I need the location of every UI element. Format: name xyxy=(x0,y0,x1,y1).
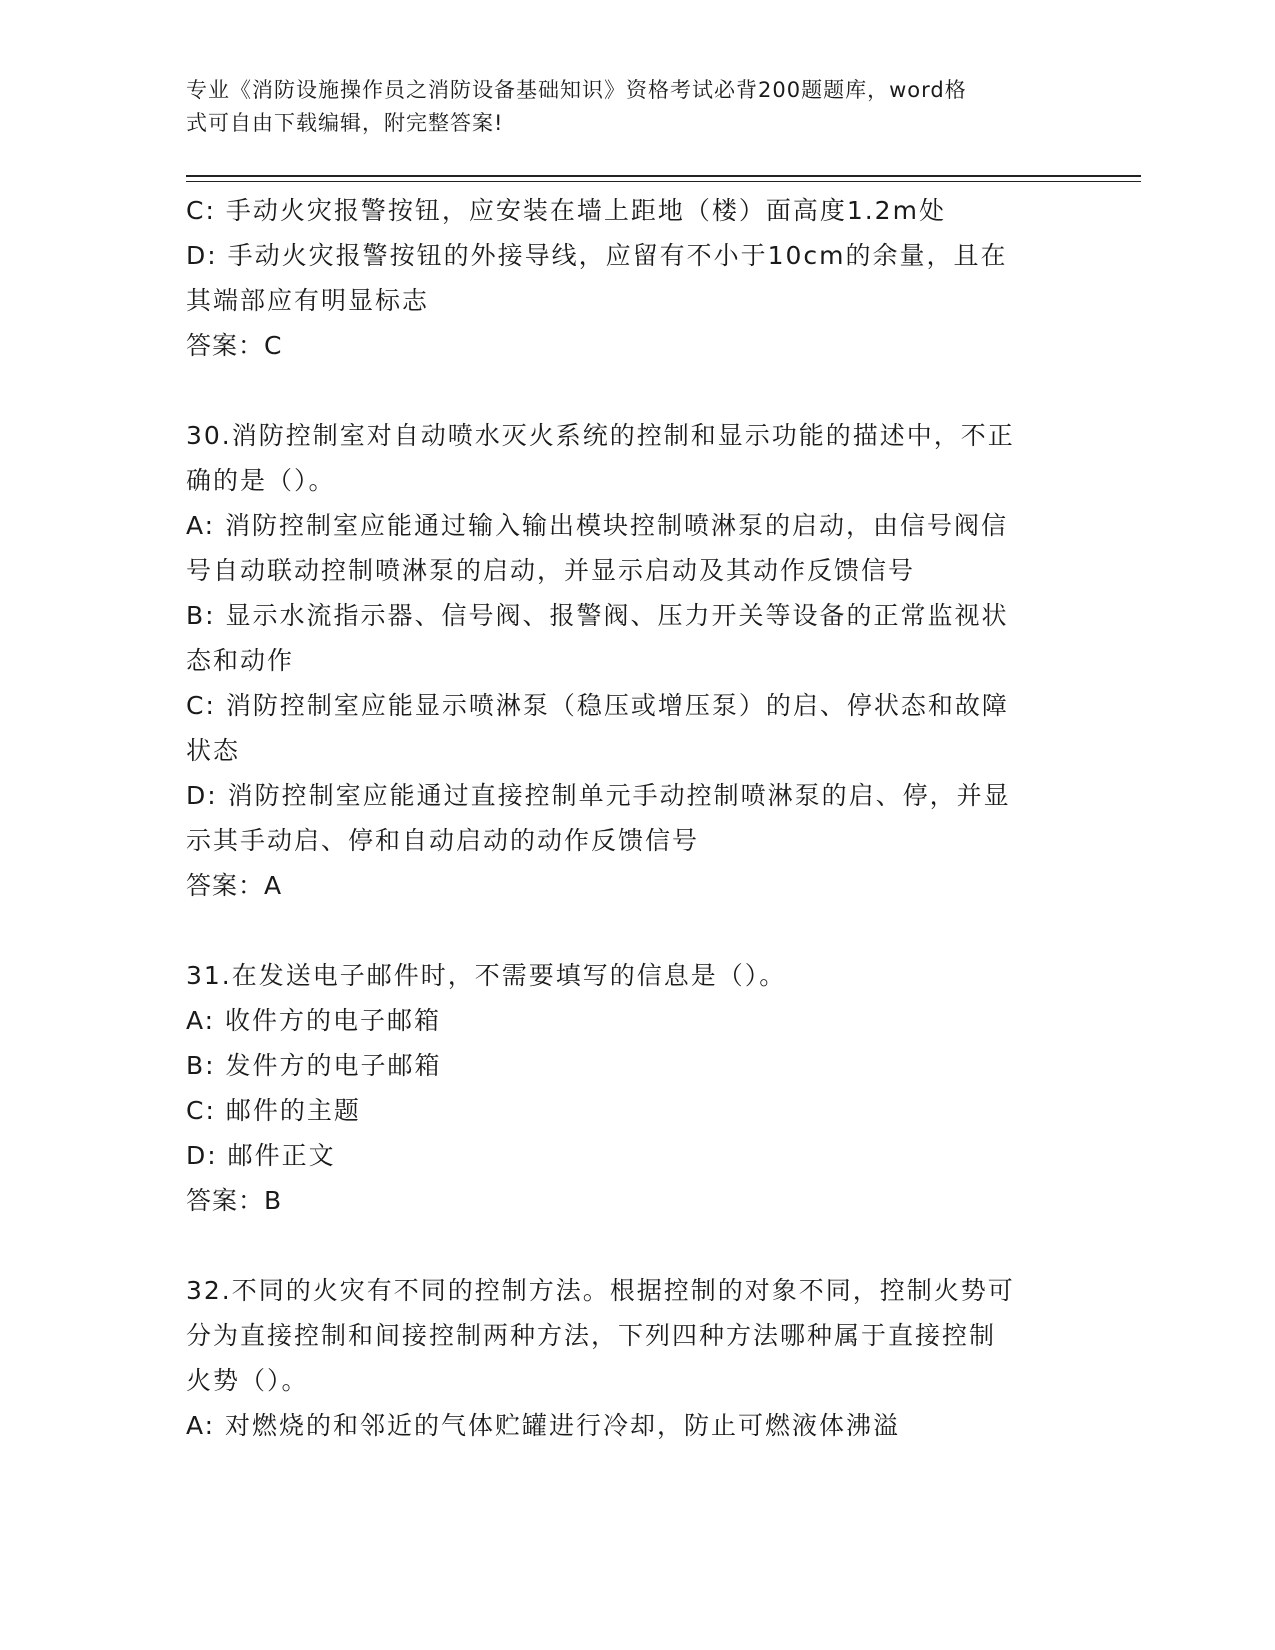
answer-label: 答案： xyxy=(186,331,265,360)
option-a-line-2: 号自动联动控制喷淋泵的启动，并显示启动及其动作反馈信号 xyxy=(186,556,916,585)
question-stem-line-1: 32.不同的火灾有不同的控制方法。根据控制的对象不同，控制火势可 xyxy=(186,1276,1015,1305)
option-c: C: 邮件的主题 xyxy=(186,1096,361,1125)
question-32 xyxy=(186,1268,1066,1448)
answer-value: A xyxy=(264,871,283,900)
document-header xyxy=(186,74,1066,140)
answer-label: 答案： xyxy=(186,1186,265,1215)
answer-value: C xyxy=(264,331,283,360)
question-30 xyxy=(186,413,1066,908)
question-31 xyxy=(186,953,1066,1223)
option-a: A: 收件方的电子邮箱 xyxy=(186,1006,442,1035)
option-a-line-1: A: 消防控制室应能通过输入输出模块控制喷淋泵的启动，由信号阀信 xyxy=(186,511,1009,540)
option-d: D: 邮件正文 xyxy=(186,1141,336,1170)
spacer xyxy=(186,368,1066,413)
header-divider-thin xyxy=(186,181,1141,182)
option-c-line-2: 状态 xyxy=(186,736,241,765)
question-stem-line-3: 火势（）。 xyxy=(186,1366,309,1395)
option-c: C: 手动火灾报警按钮，应安装在墙上距地（楼）面高度1.2m处 xyxy=(186,196,946,225)
question-29-tail xyxy=(186,188,1066,368)
option-d-line-1: D: 消防控制室应能通过直接控制单元手动控制喷淋泵的启、停，并显 xyxy=(186,781,1011,810)
spacer xyxy=(186,908,1066,953)
answer-label: 答案： xyxy=(186,871,265,900)
question-stem-line-2: 分为直接控制和间接控制两种方法，下列四种方法哪种属于直接控制 xyxy=(186,1321,997,1350)
answer-value: B xyxy=(264,1186,283,1215)
spacer xyxy=(186,1223,1066,1268)
option-d-line-1: D: 手动火灾报警按钮的外接导线，应留有不小于10cm的余量，且在 xyxy=(186,241,1008,270)
document-body xyxy=(186,188,1066,1448)
question-stem-line-2: 确的是（）。 xyxy=(186,466,336,495)
answer-line xyxy=(186,1178,1066,1223)
header-line-1: 专业《消防设施操作员之消防设备基础知识》资格考试必背200题题库，word格 xyxy=(186,78,967,102)
option-d-line-2: 其端部应有明显标志 xyxy=(186,286,430,315)
answer-line xyxy=(186,323,1066,368)
option-b: B: 发件方的电子邮箱 xyxy=(186,1051,442,1080)
option-a: A: 对燃烧的和邻近的气体贮罐进行冷却，防止可燃液体沸溢 xyxy=(186,1411,901,1440)
question-stem-line-1: 30.消防控制室对自动喷水灭火系统的控制和显示功能的描述中，不正 xyxy=(186,421,1015,450)
question-stem-line-1: 31.在发送电子邮件时，不需要填写的信息是（）。 xyxy=(186,961,787,990)
header-line-2: 式可自由下载编辑，附完整答案! xyxy=(186,111,504,135)
header-divider-thick xyxy=(186,175,1141,177)
option-d-line-2: 示其手动启、停和自动启动的动作反馈信号 xyxy=(186,826,700,855)
option-b-line-1: B: 显示水流指示器、信号阀、报警阀、压力开关等设备的正常监视状 xyxy=(186,601,1009,630)
option-c-line-1: C: 消防控制室应能显示喷淋泵（稳压或增压泵）的启、停状态和故障 xyxy=(186,691,1009,720)
answer-line xyxy=(186,863,1066,908)
option-b-line-2: 态和动作 xyxy=(186,646,295,675)
